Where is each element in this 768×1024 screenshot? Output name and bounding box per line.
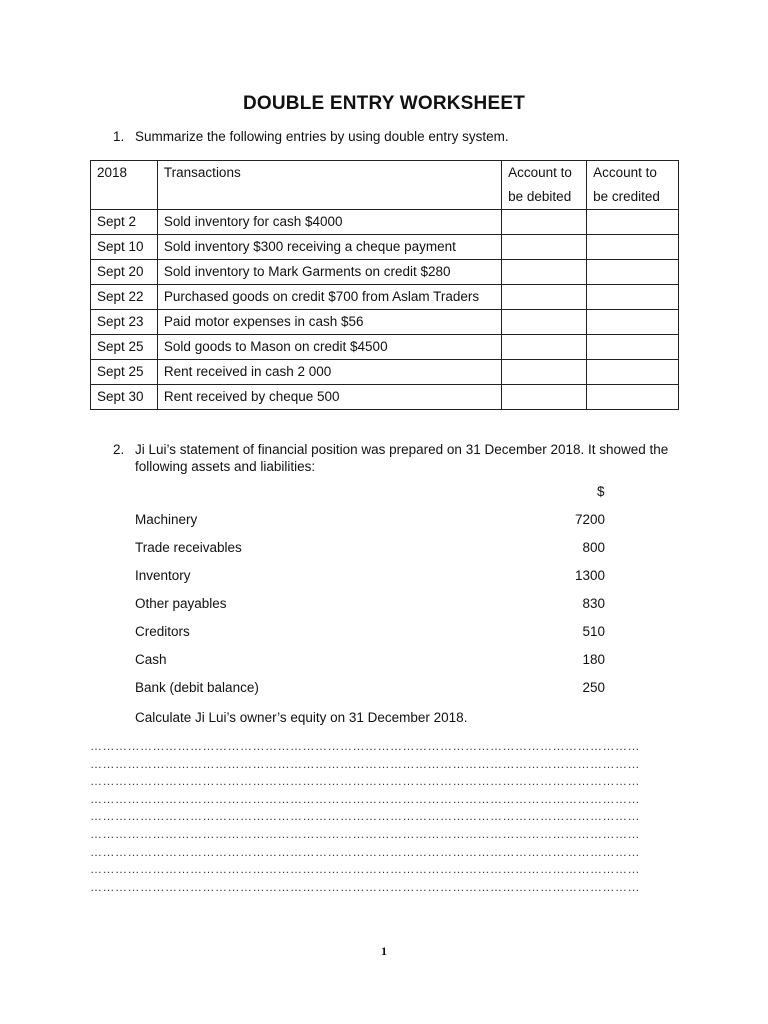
- table-header-row: [91, 161, 679, 210]
- answer-line[interactable]: ……………………………………………………………………………………………………………………: [90, 791, 640, 806]
- item-value: 250: [582, 680, 605, 695]
- table-row: [91, 335, 679, 360]
- item-name: Cash: [135, 652, 167, 667]
- cell-account-credited[interactable]: [587, 335, 679, 360]
- cell-transaction: Rent received in cash 2 000: [157, 360, 501, 385]
- answer-lines[interactable]: [90, 738, 670, 896]
- list-item: [135, 568, 635, 596]
- list-item: [135, 652, 635, 680]
- answer-line[interactable]: ……………………………………………………………………………………………………………………: [90, 862, 640, 877]
- item-name: Trade receivables: [135, 540, 242, 555]
- table-row: [91, 260, 679, 285]
- answer-line[interactable]: ……………………………………………………………………………………………………………………: [90, 844, 640, 859]
- cell-account-debited[interactable]: [502, 310, 587, 335]
- header-transactions: Transactions: [157, 161, 501, 210]
- table-row: [91, 235, 679, 260]
- cell-account-debited[interactable]: [502, 360, 587, 385]
- transactions-table: [90, 160, 679, 410]
- cell-account-credited[interactable]: [587, 210, 679, 235]
- question-2-text: Ji Lui’s statement of financial position was prepared on 31 December 2018. It showed the following assets and liabilities:: [135, 442, 669, 474]
- item-name: Inventory: [135, 568, 191, 583]
- item-value: 510: [582, 624, 605, 639]
- answer-line[interactable]: ……………………………………………………………………………………………………………………: [90, 774, 640, 789]
- answer-line[interactable]: ……………………………………………………………………………………………………………………: [90, 879, 640, 894]
- cell-date: Sept 2: [91, 210, 158, 235]
- cell-transaction: Paid motor expenses in cash $56: [157, 310, 501, 335]
- cell-transaction: Rent received by cheque 500: [157, 385, 501, 410]
- cell-date: Sept 20: [91, 260, 158, 285]
- table-row: [91, 310, 679, 335]
- cell-date: Sept 25: [91, 360, 158, 385]
- list-item: [135, 596, 635, 624]
- cell-account-credited[interactable]: [587, 285, 679, 310]
- cell-account-debited[interactable]: [502, 335, 587, 360]
- list-item: [135, 540, 635, 568]
- cell-account-debited[interactable]: [502, 235, 587, 260]
- question-1-text: Summarize the following entries by using double entry system.: [135, 129, 509, 144]
- list-item: [135, 680, 635, 708]
- item-value: 800: [582, 540, 605, 555]
- cell-account-credited[interactable]: [587, 310, 679, 335]
- table-row: [91, 210, 679, 235]
- header-account-debited: Account to be debited: [502, 161, 587, 210]
- cell-transaction: Purchased goods on credit $700 from Aslam Traders: [157, 285, 501, 310]
- cell-account-credited[interactable]: [587, 235, 679, 260]
- cell-account-credited[interactable]: [587, 360, 679, 385]
- question-2-instruction: Calculate Ji Lui’s owner’s equity on 31 December 2018.: [135, 710, 468, 725]
- item-value: 180: [582, 652, 605, 667]
- table-row: [91, 385, 679, 410]
- cell-date: Sept 23: [91, 310, 158, 335]
- item-value: 830: [582, 596, 605, 611]
- question-1-number: 1.: [113, 129, 125, 144]
- cell-date: Sept 30: [91, 385, 158, 410]
- answer-line[interactable]: ……………………………………………………………………………………………………………………: [90, 739, 640, 753]
- answer-line[interactable]: ……………………………………………………………………………………………………………………: [90, 826, 640, 841]
- page-number: 1: [381, 944, 387, 958]
- header-year: 2018: [91, 161, 158, 210]
- cell-transaction: Sold inventory to Mark Garments on credit $280: [157, 260, 501, 285]
- cell-date: Sept 25: [91, 335, 158, 360]
- currency-symbol: $: [597, 484, 605, 499]
- answer-line[interactable]: ……………………………………………………………………………………………………………………: [90, 756, 640, 771]
- answer-line[interactable]: ……………………………………………………………………………………………………………………: [90, 809, 640, 824]
- item-name: Creditors: [135, 624, 190, 639]
- cell-account-debited[interactable]: [502, 385, 587, 410]
- item-name: Bank (debit balance): [135, 680, 259, 695]
- question-2-number: 2.: [113, 442, 125, 457]
- list-item: [135, 624, 635, 652]
- item-value: 1300: [574, 568, 605, 583]
- item-name: Other payables: [135, 596, 227, 611]
- cell-transaction: Sold inventory $300 receiving a cheque payment: [157, 235, 501, 260]
- cell-account-debited[interactable]: [502, 260, 587, 285]
- cell-account-credited[interactable]: [587, 385, 679, 410]
- header-account-credited: Account to be credited: [587, 161, 679, 210]
- cell-transaction: Sold goods to Mason on credit $4500: [157, 335, 501, 360]
- page-title: DOUBLE ENTRY WORKSHEET: [242, 93, 526, 114]
- list-item: [135, 512, 635, 540]
- cell-date: Sept 10: [91, 235, 158, 260]
- cell-account-credited[interactable]: [587, 260, 679, 285]
- cell-date: Sept 22: [91, 285, 158, 310]
- cell-account-debited[interactable]: [502, 210, 587, 235]
- table-row: [91, 360, 679, 385]
- cell-transaction: Sold inventory for cash $4000: [157, 210, 501, 235]
- item-name: Machinery: [135, 512, 198, 527]
- table-row: [91, 285, 679, 310]
- item-value: 7200: [574, 512, 605, 527]
- cell-account-debited[interactable]: [502, 285, 587, 310]
